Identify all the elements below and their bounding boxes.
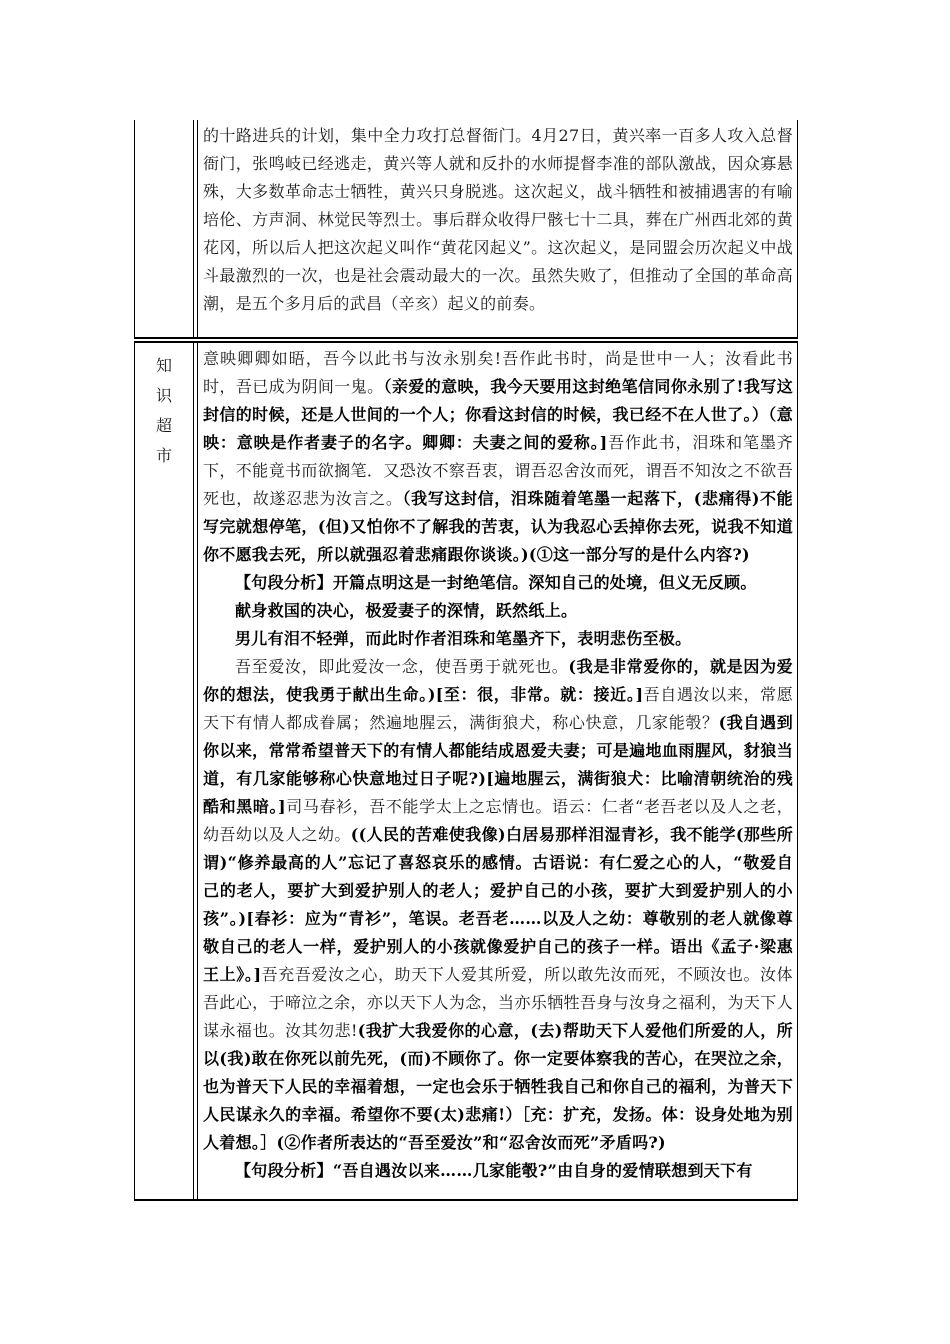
- analysis-text: 开篇点明这是一封绝笔信。深知自己的处境，但义无反顾。: [332, 573, 757, 592]
- translation-text: ((人民的苦难使我像)白居易那样泪湿青衫，我不能学(那些所谓)“修养最高的人”忘记了喜怒哀乐的感情。古语说：有仁爱之心的人，“敬爱自己的老人，要扩大到爱护别人的老人；爱护自己的小孩，要扩大到爱护别人的小孩”。)[春衫：应为“青衫”，笔误。老吾老……以及人之幼：尊敬别的老人就像尊敬自己的老人一样，爱护别人的小孩就像爱护自己的孩子一样。语出《孟子·梁惠王上》。]: [203, 825, 793, 984]
- text-paragraph-1: [203, 345, 793, 569]
- analysis-line: [203, 625, 793, 653]
- text-paragraph-2: [203, 653, 793, 1157]
- knowledge-cell: [203, 345, 793, 1185]
- analysis-line: [203, 1157, 793, 1185]
- original-text: 吾充吾爱汝之心，助天下人爱其所爱，所以敢先汝而死，不顾汝也。汝体吾此心，于啼泣之余，亦以天下人为念，当亦乐牺牲吾身与汝身之福利，为天下人谋永福也。汝其勿悲!: [203, 965, 793, 1040]
- column-divider: [193, 120, 198, 337]
- translation-text: （我写这封信，泪珠随着笔墨一起落下，(悲痛得)不能写完就想停笔，(但)又怕你不了解我的苦衷，认为我忍心丢掉你去死，说我不知道你不愿我去死，所以就强忍着悲痛跟你谈谈。): [203, 489, 793, 564]
- question-text: (①这一部分写的是什么内容?): [528, 545, 750, 564]
- row-label-char: 市: [155, 446, 172, 465]
- analysis-line: [203, 597, 793, 625]
- analysis-line: [203, 569, 793, 597]
- translation-text: (我扩大我爱你的心意，(去)帮助天下人爱他们所爱的人，所以(我)敢在你死以前先死，(而)不顾你了。你一定要体察我的苦心，在哭泣之余，也为普天下人民的幸福着想，一定也会乐于牺牲我自己和你自己的福利，为普天下人民谋永久的幸福。希望你不要(太)悲痛!）［充：扩充，发扬。体：设身处地为别人着想。］(②作者所表达的“吾至爱汝”和“忍舍汝而死”矛盾吗?): [203, 1021, 793, 1152]
- row-label-char: 知: [155, 356, 172, 375]
- analysis-text: “吾自遇汝以来……几家能彀?”由自身的爱情联想到天下有: [332, 1161, 753, 1180]
- translation-text: (我是非常爱你的，就是因为爱你的想法，使我勇于献出生命。)[至：很，非常。就：接近。]: [203, 657, 793, 704]
- table-row-background: [134, 120, 798, 338]
- table-row-knowledge: [134, 342, 798, 1201]
- analysis-text: 献身救国的决心，极爱妻子的深情，跃然纸上。: [235, 601, 578, 620]
- original-text: 吾作此书，泪珠和笔墨齐下，不能竟书而欲搁笔．又恐汝不察吾衷，谓吾忍舍汝而死，谓吾不知汝之不欲吾死也，故遂忍悲为汝言之。: [203, 433, 793, 508]
- background-cell: [203, 122, 793, 318]
- row-label-char: 识: [155, 386, 172, 405]
- translation-text: (我自遇到你以来，常常希望普天下的有情人都能结成恩爱夫妻；可是遍地血雨腥风，豺狼当道，有几家能够称心快意地过日子呢?)[遍地腥云，满街狼犬：比喻清朝统治的残酷和黑暗。]: [203, 713, 793, 816]
- analysis-tag: 【句段分析】: [235, 1161, 333, 1180]
- column-divider: [193, 343, 198, 1199]
- row-label-char: 超: [155, 416, 172, 435]
- original-text: 吾至爱汝，即此爱汝一念，使吾勇于就死也。: [235, 657, 569, 676]
- analysis-tag: 【句段分析】: [235, 573, 333, 592]
- translation-text: （亲爱的意映，我今天要用这封绝笔信同你永别了!我写这封信的时候，还是人世间的一个人；你看这封信的时候，我已经不在人世了。）（意映：意映是作者妻子的名字。卿卿：夫妻之间的爱称。]: [203, 377, 793, 452]
- original-text: 吾自遇汝以来，常愿天下有情人都成眷属；然遍地腥云，满街狼犬，称心快意，几家能彀？: [203, 685, 793, 732]
- original-text: 司马春衫，吾不能学太上之忘情也。语云：仁者“老吾老以及人之老，幼吾幼以及人之幼。: [203, 797, 793, 844]
- background-paragraph: 的十路进兵的计划，集中全力攻打总督衙门。4月27日，黄兴率一百多人攻入总督衙门，张鸣岐已经逃走，黄兴等人就和反扑的水师提督李准的部队激战，因众寡悬殊，大多数革命志士牺牲，黄兴只身脱逃。这次起义，战斗牺牲和被捕遇害的有喻培伦、方声洞、林觉民等烈士。事后群众收得尸骸七十二具，葬在广州西北郊的黄花冈，所以后人把这次起义叫作“黄花冈起义”。这次起义，是同盟会历次起义中战斗最激烈的一次，也是社会震动最大的一次。虽然失败了，但推动了全国的革命高潮，是五个多月后的武昌（辛亥）起义的前奏。: [203, 126, 793, 313]
- original-text: 意映卿卿如晤，吾今以此书与汝永别矣!吾作此书时，尚是世中一人；汝看此书时，吾已成为阴间一鬼。: [203, 349, 793, 396]
- analysis-text: 男儿有泪不轻弹，而此时作者泪珠和笔墨齐下，表明悲伤至极。: [235, 629, 692, 648]
- row-label: [135, 351, 193, 471]
